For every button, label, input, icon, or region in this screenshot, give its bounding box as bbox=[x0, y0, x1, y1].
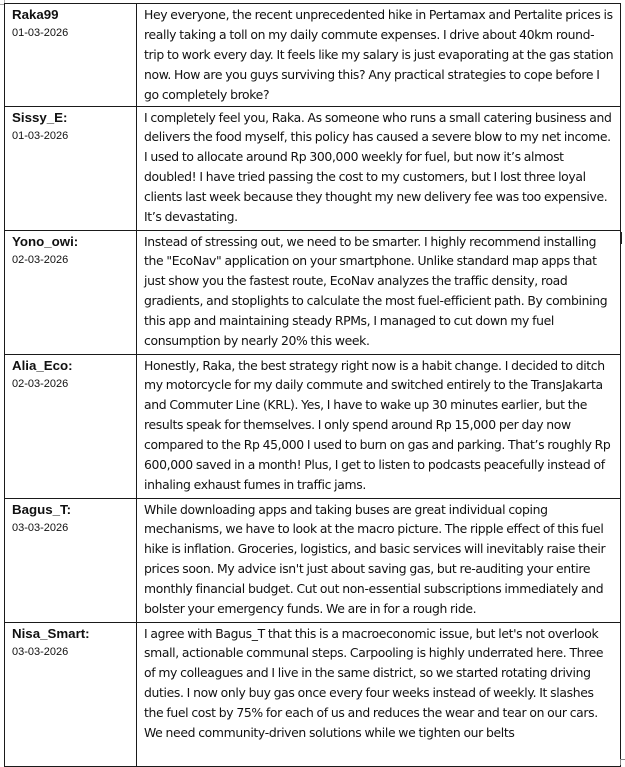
post-date: 02-03-2026 bbox=[12, 253, 69, 266]
table-resize-handle[interactable] bbox=[620, 759, 625, 765]
post-message-cell bbox=[137, 354, 621, 498]
post-date: 02-03-2026 bbox=[12, 377, 69, 390]
post-author-cell bbox=[5, 4, 137, 107]
forum-post-row bbox=[5, 498, 621, 622]
forum-post-row bbox=[5, 230, 621, 354]
post-date: 01-03-2026 bbox=[12, 129, 69, 142]
post-author-cell bbox=[5, 106, 137, 230]
post-author-cell bbox=[5, 622, 137, 766]
post-message-cell bbox=[137, 498, 621, 622]
forum-post-row bbox=[5, 354, 621, 498]
forum-thread-document bbox=[4, 3, 621, 767]
post-message: I agree with Bagus_T that this is a macroeconomic issue, but let's not overlook small, actionable communal steps. Carpooling is highly underrated here. Three of my colleagues and I live in the same district, so we started rotating driving duties. I now only buy gas once every four weeks instead of weekly. It slashes the fuel cost by 75% for each of us and reduces the wear and tear on our cars. We need community-driven solutions while we tighten our belts bbox=[144, 625, 604, 741]
post-author-cell bbox=[5, 498, 137, 622]
post-message-cell bbox=[137, 106, 621, 230]
post-author-cell bbox=[5, 230, 137, 354]
post-date: 03-03-2026 bbox=[12, 645, 69, 658]
forum-thread-table bbox=[4, 3, 621, 767]
post-date: 03-03-2026 bbox=[12, 521, 69, 534]
forum-post-row bbox=[5, 622, 621, 766]
post-author-cell bbox=[5, 354, 137, 498]
post-message: I completely feel you, Raka. As someone who runs a small catering business and delivers the food myself, this policy has caused a severe blow to my net income. I used to allocate around Rp 300,000 weekly for fuel, but now it’s almost doubled! I have tried passing the cost to my customers, but I lost three loyal clients last week because they thought my new delivery fee was too expensive. It’s devastating. bbox=[144, 109, 612, 225]
post-username: Raka99 bbox=[12, 7, 59, 22]
post-username: Nisa_Smart: bbox=[12, 625, 90, 641]
post-message-cell bbox=[137, 4, 621, 107]
post-message-cell bbox=[137, 622, 621, 766]
forum-post-row bbox=[5, 106, 621, 230]
post-username: Sissy_E: bbox=[12, 109, 68, 125]
post-username: Bagus_T: bbox=[12, 501, 72, 517]
post-username: Yono_owi: bbox=[12, 233, 79, 249]
forum-post-row bbox=[5, 4, 621, 107]
post-date: 01-03-2026 bbox=[12, 27, 69, 39]
post-message: Hey everyone, the recent unprecedented hike in Pertamax and Pertalite prices is really taking a toll on my daily commute expenses. I drive about 40km round-trip to work every day. It feels like my salary is just evaporating at the gas station now. How are you guys surviving this? Any practical strategies to cope before I go completely broke? bbox=[144, 7, 614, 102]
text-cursor-icon bbox=[620, 232, 622, 244]
post-message: Instead of stressing out, we need to be smarter. I highly recommend installing the "EcoNav" application on your smartphone. Unlike standard map apps that just show you the fastest route, EcoNav analyzes the traffic density, road gradients, and stoplights to calculate the most fuel-efficient path. By combining this app and maintaining steady RPMs, I managed to cut down my fuel consumption by nearly 20% this week. bbox=[144, 233, 608, 349]
post-message-cell bbox=[137, 230, 621, 354]
post-message: While downloading apps and taking buses are great individual coping mechanisms, we have to look at the macro picture. The ripple effect of this fuel hike is inflation. Groceries, logistics, and basic services will inevitably raise their prices soon. My advice isn't just about saving gas, but re-auditing your entire monthly financial budget. Cut out non-essential subscriptions immediately and bolster your emergency funds. We are in for a rough ride. bbox=[144, 501, 606, 617]
post-message: Honestly, Raka, the best strategy right now is a habit change. I decided to ditch my motorcycle for my daily commute and switched entirely to the TransJakarta and Commuter Line (KRL). Yes, I have to wake up 30 minutes earlier, but the results speak for themselves. I only spend around Rp 15,000 per day now compared to the Rp 45,000 I used to burn on gas and parking. That’s roughly Rp 600,000 saved in a month! Plus, I get to listen to podcasts peacefully instead of inhaling exhaust fumes in traffic jams. bbox=[144, 357, 611, 492]
post-username: Alia_Eco: bbox=[12, 357, 73, 373]
